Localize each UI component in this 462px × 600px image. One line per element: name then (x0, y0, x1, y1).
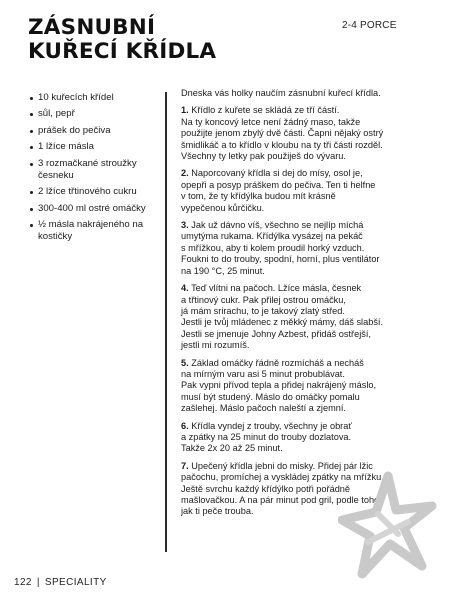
step-line: zašlehej. Máslo pačoch naleští a zjemní. (181, 403, 346, 414)
step-line: Jestli je tvůj mládenec z měkký mámy, dáš slabší. (181, 317, 384, 328)
step-line: Foukni to do trouby, spodní, horní, plus ventilátor (181, 254, 380, 265)
method-step (181, 220, 419, 277)
step-line: Jestli se jmenuje Johny Azbest, přidáš ostřejší, (181, 328, 371, 339)
ingredient-item: 3 rozmačkané stroužky česneku (30, 158, 162, 182)
portions-label: 2-4 PORCE (342, 20, 397, 31)
step-line: opepři a posyp práškem do pečiva. Ten ti helfne (181, 179, 376, 190)
recipe-title-line-2: KUŘECÍ KŘÍDLA (28, 39, 217, 64)
step-line: Ještě svrchu každý křídýlko potři pořádně (181, 483, 351, 494)
step-line: vypečenou kůrčičku. (181, 202, 265, 213)
step-first-text: Základ omáčky řádně rozmícháš a necháš (191, 357, 364, 368)
step-first-text: Upečený křídla jebni do misky. Přidej pár lžic (191, 460, 373, 471)
method-step (181, 283, 419, 351)
star-logo-icon (338, 470, 450, 588)
step-first-text: Křídlo z kuřete se skládá ze tří částí. (191, 105, 340, 116)
step-line: a zpátky na 25 minut do trouby dozlatova. (181, 431, 352, 442)
step-first-line (181, 105, 419, 116)
step-line: Všechny ty letky pak použiješ do vývaru. (181, 151, 346, 162)
step-line: v tom, že ty křídýlka budou mít krásně (181, 191, 336, 202)
step-first-line (181, 358, 419, 369)
step-number: 5. (181, 357, 189, 368)
step-number: 6. (181, 420, 189, 431)
step-first-line (181, 421, 419, 432)
ingredient-item: 2 lžíce třtinového cukru (30, 186, 162, 198)
method-step (181, 105, 419, 162)
step-line: musí být studený. Máslo do omáčky pomalu (181, 391, 360, 402)
step-line: šmidlikáč a to křídlo v kloubu na ty tři části rozděl. (181, 139, 383, 150)
column-divider (165, 92, 167, 552)
ingredient-item: sůl, pepř (30, 108, 162, 120)
step-line: a třtinový cukr. Pak přilej ostrou omáčku, (181, 294, 346, 305)
step-line: jestli mi rozumíš. (181, 340, 250, 351)
step-number: 4. (181, 283, 189, 294)
recipe-title-line-1: ZÁSNUBNÍ (28, 15, 156, 40)
step-first-text: Jak už dávno víš, všechno se nejlíp míchá (191, 220, 364, 231)
step-line: Pak vypni přívod tepla a přidej nakrájený máslo, (181, 380, 377, 391)
step-number: 3. (181, 220, 189, 231)
ingredient-item: prášek do pečiva (30, 125, 162, 137)
step-line: použijte jenom zbylý dvě části. Čapni nějaký ostrý (181, 128, 384, 139)
method-step (181, 168, 419, 214)
method-step (181, 421, 419, 455)
ingredient-item: 1 lžíce másla (30, 141, 162, 153)
section-name: SPECIALITY (44, 577, 107, 588)
step-line: pačochu, promíchej a vyskládej zpátky na mřížku. (181, 472, 384, 483)
method-step (181, 358, 419, 415)
ingredient-item: ½ másla nakrájeného na kostičky (30, 219, 162, 243)
step-first-line (181, 168, 419, 179)
method-section (181, 88, 419, 524)
step-number: 2. (181, 168, 189, 179)
step-line: na 190 °C, 25 minut. (181, 265, 265, 276)
page-footer (14, 577, 107, 588)
step-number: 7. (181, 460, 189, 471)
footer-separator: | (36, 577, 40, 588)
step-first-line (181, 220, 419, 231)
step-first-text: Křídla vyndej z trouby, všechny je obrať (191, 420, 352, 431)
step-first-line (181, 283, 419, 294)
step-line: na mírným varu asi 5 minut probublávat. (181, 368, 345, 379)
step-line: Na ty koncový letce není žádný maso, takže (181, 116, 361, 127)
step-line: já mám srirachu, to je takový zlatý střed. (181, 305, 345, 316)
ingredient-item: 300-400 ml ostré omáčky (30, 203, 162, 215)
step-line: umytýma rukama. Křídýlka vysázej na pekáč (181, 231, 363, 242)
step-first-text: Naporcovaný křídla si dej do mísy, osol je, (191, 168, 363, 179)
page-number: 122 (14, 577, 32, 588)
step-line: jak ti peče trouba. (181, 506, 254, 517)
method-intro: Dneska vás holky naučím zásnubní kuřecí křídla. (181, 88, 381, 98)
step-line: mašlovačkou. A na pár minut pod gril, podle toho, (181, 495, 382, 505)
step-line: Takže 2x 20 až 25 minut. (181, 443, 283, 454)
recipe-title (28, 16, 216, 64)
step-first-text: Teď vlítni na pačoch. Lžíce másla, česnek (191, 283, 362, 294)
ingredient-item: 10 kuřecích křídel (30, 92, 162, 104)
step-line: s mřížkou, aby ti kolem proudil horký vzduch. (181, 242, 365, 253)
step-number: 1. (181, 105, 189, 116)
ingredients-list (30, 92, 162, 248)
